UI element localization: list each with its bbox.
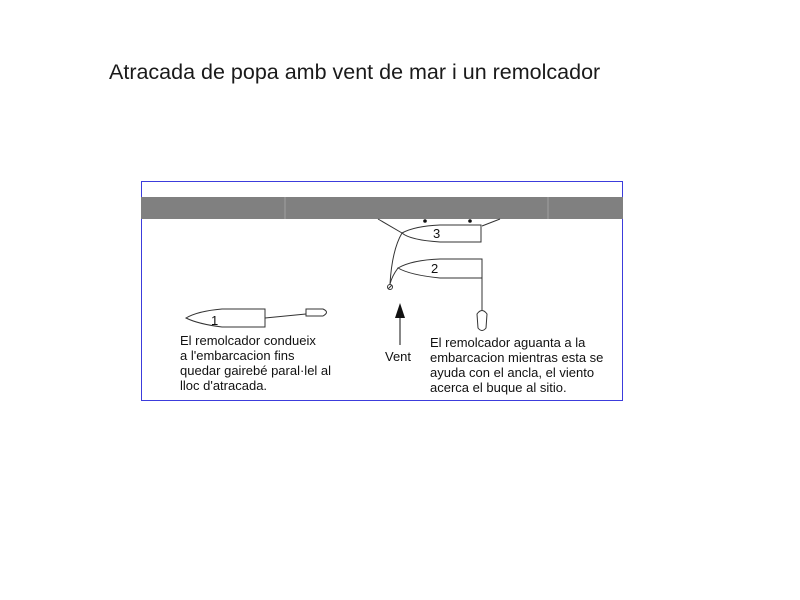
ship-position-1 (186, 309, 265, 327)
ship-position-3 (402, 225, 481, 242)
caption-line: embarcacion mientras esta se (430, 350, 604, 365)
caption-line: acerca el buque al sitio. (430, 380, 567, 395)
tugboat-towing (306, 309, 327, 316)
bollard (423, 219, 427, 223)
caption-right (430, 335, 603, 395)
position-number-3: 3 (433, 226, 441, 241)
position-number-1: 1 (211, 313, 219, 328)
ship-position-2 (398, 259, 482, 278)
wind-label: Vent (385, 349, 412, 364)
tugboat-holding (477, 311, 487, 331)
caption-line: El remolcador condueix (180, 333, 316, 348)
mooring-line (482, 219, 500, 226)
caption-line: ayuda con el ancla, el viento (430, 365, 595, 380)
position-number-2: 2 (431, 261, 439, 276)
caption-line: quedar gairebé paral·lel al (180, 363, 332, 378)
caption-line: El remolcador aguanta a la (430, 335, 586, 350)
anchor-icon (388, 285, 393, 290)
mooring-line (378, 219, 402, 233)
tow-line (265, 314, 306, 318)
wind-arrow (395, 303, 405, 345)
dock (141, 197, 623, 219)
caption-left (180, 333, 331, 393)
bollard (468, 219, 472, 223)
caption-line: lloc d'atracada. (180, 378, 268, 393)
diagram-title: Atracada de popa amb vent de mar i un remolcador (109, 60, 601, 84)
anchor-chain (390, 233, 402, 284)
caption-line: a l'embarcacion fins (180, 348, 295, 363)
